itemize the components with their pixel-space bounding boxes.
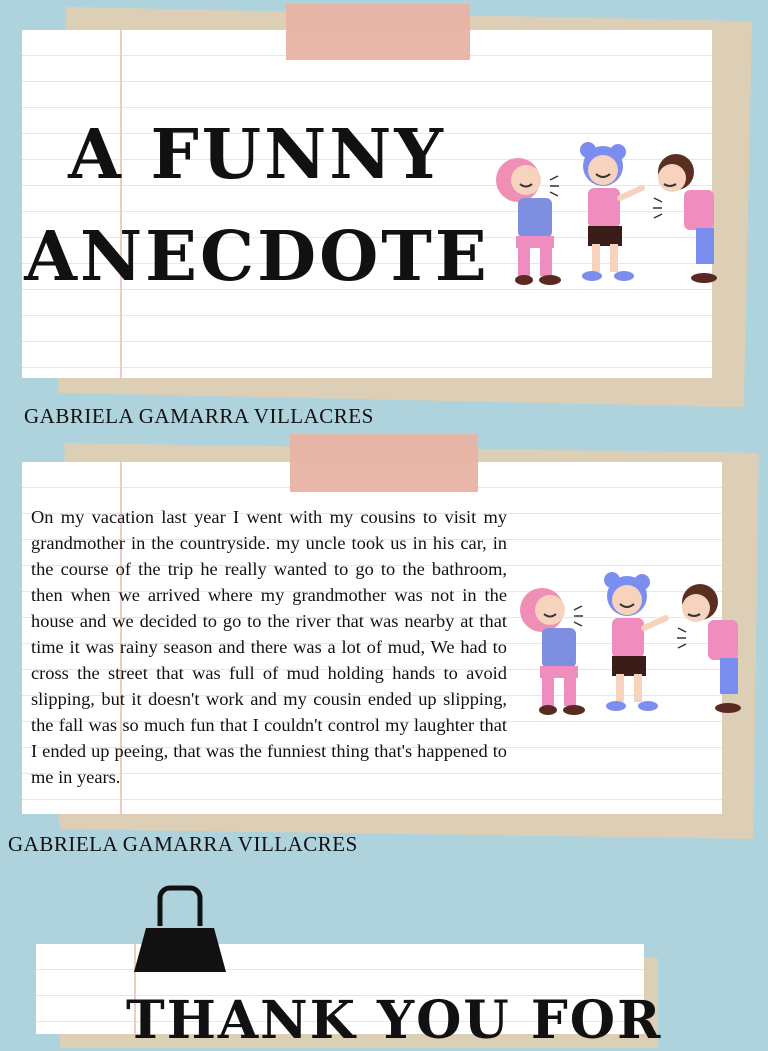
binder-clip-icon xyxy=(132,884,228,976)
laughing-girl-figure xyxy=(496,158,561,285)
laughing-kids-illustration xyxy=(490,140,730,295)
page-title-line-1: A FUNNY xyxy=(68,115,446,195)
author-name: GABRIELA GAMARRA VILLACRES xyxy=(24,404,374,428)
laughing-girl-figure xyxy=(580,142,642,281)
page-title-line-2: ANECDOTE xyxy=(24,217,490,297)
laughing-girl-figure xyxy=(604,572,666,711)
laughing-boy-figure xyxy=(677,584,741,713)
tape-strip xyxy=(290,434,478,492)
laughing-girl-figure xyxy=(520,588,585,715)
tape-strip xyxy=(286,4,470,60)
thanks-heading: THANK YOU FOR xyxy=(126,990,663,1051)
laughing-boy-figure xyxy=(653,154,717,283)
author-name: GABRIELA GAMARRA VILLACRES xyxy=(8,832,358,856)
laughing-kids-illustration xyxy=(514,570,754,725)
anecdote-text: On my vacation last year I went with my cousins to visit my grandmother in the countryside. my uncle took us in his car, in the course of the trip he really wanted to go to the bathroom, then when we arrived where my grandmother was not in the house and we decided to go to the river that was nearby at that time it was rainy season and there was a lot of mud, We had to cross the street that was full of mud holding hands to avoid slipping, but it doesn't work and my cousin ended up slipping, the fall was so much fun that I couldn't control my laughter that I ended up peeing, that was the funniest thing that's happened to me in years. xyxy=(31,507,507,787)
